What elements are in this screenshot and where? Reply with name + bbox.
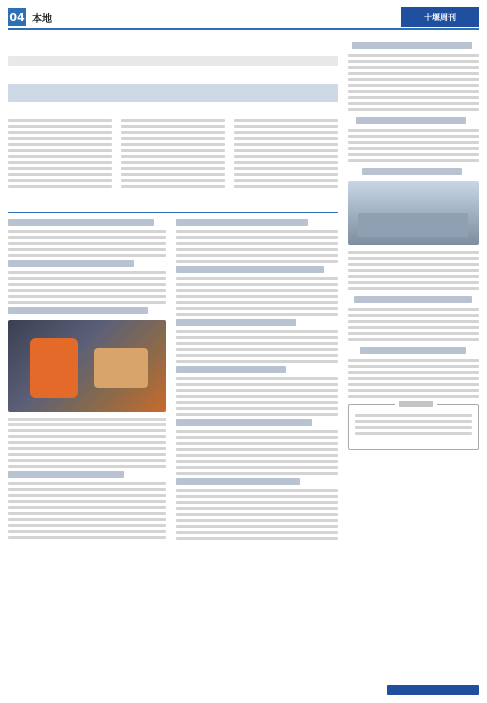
article-body: [176, 230, 338, 263]
article-body: [176, 277, 338, 316]
article-body: [8, 482, 166, 539]
middle-rule: [8, 212, 338, 213]
article-body: [176, 330, 338, 363]
headline-placeholder: [354, 296, 472, 303]
lead-col-3: [234, 116, 338, 191]
article-body: [176, 377, 338, 416]
header-rule: [8, 28, 479, 30]
headline-placeholder: [8, 471, 124, 478]
article-body: [8, 230, 166, 257]
article-body: [348, 251, 479, 290]
headline-placeholder: [176, 478, 300, 485]
headline-placeholder: [176, 219, 308, 226]
lead-article: [8, 36, 338, 208]
article-body: [8, 429, 166, 468]
article-body: [176, 430, 338, 475]
worker-photo: [8, 320, 166, 412]
masthead: 十堰周刊: [401, 7, 479, 27]
lead-kicker-placeholder: [8, 56, 338, 66]
headline-placeholder: [8, 307, 148, 314]
footer-note-placeholder: [387, 685, 479, 695]
headline-placeholder: [176, 319, 296, 326]
headline-placeholder: [176, 366, 286, 373]
article-body: [348, 308, 479, 341]
article-body: [176, 489, 338, 540]
page-header: [0, 0, 487, 30]
editor-note-box: [348, 404, 479, 450]
headline-placeholder: [360, 347, 466, 354]
photo-caption-placeholder: [8, 423, 166, 426]
lead-col-1: [8, 116, 112, 191]
sidebar-column: [348, 36, 479, 676]
news-column-right: [176, 216, 338, 686]
photo-caption-placeholder: [8, 418, 166, 421]
headline-placeholder: [176, 419, 312, 426]
headline-placeholder: [8, 219, 154, 226]
headline-placeholder: [356, 117, 466, 124]
headline-placeholder: [8, 260, 134, 267]
editor-note-label-placeholder: [395, 401, 437, 407]
article-body: [348, 359, 479, 398]
headline-placeholder: [352, 42, 472, 49]
headline-placeholder: [362, 168, 462, 175]
article-body: [348, 54, 479, 111]
news-column-left: [8, 216, 166, 686]
page-number: 04: [8, 8, 26, 26]
headline-placeholder: [176, 266, 324, 273]
section-name: 本地: [32, 14, 52, 25]
article-body: [348, 129, 479, 162]
lead-col-2: [121, 116, 225, 191]
article-body: [8, 271, 166, 304]
lead-headline-placeholder: [8, 84, 338, 102]
sidebar-photo: [348, 181, 479, 245]
lead-body: [8, 116, 338, 206]
